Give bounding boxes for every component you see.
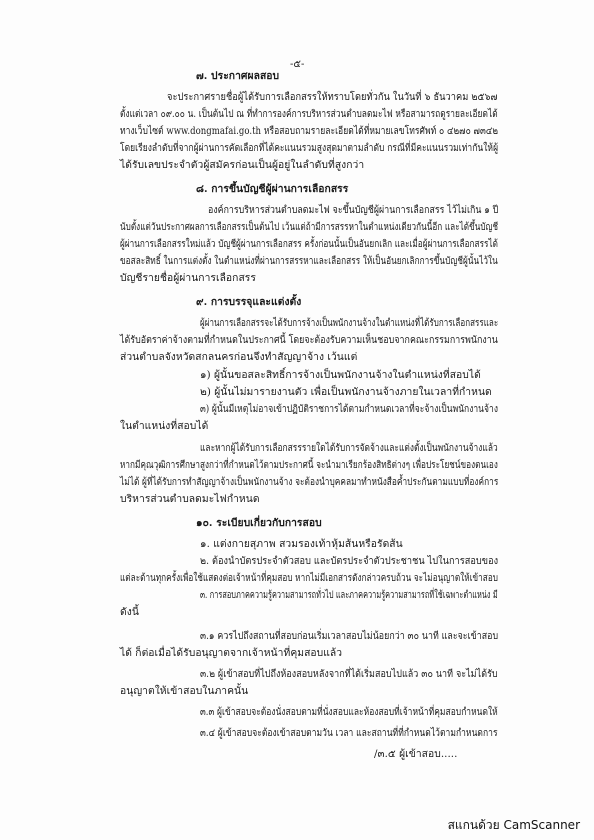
section-8-heading: ๘. การขึ้นบัญชีผู้ผ่านการเลือกสรร [196, 183, 349, 195]
section-9-line-7: ในตำแหน่งที่สอบได้ [120, 420, 209, 432]
camscanner-watermark: สแกนด้วย CamScanner [447, 818, 580, 832]
page-number: -๕- [290, 59, 305, 70]
section-8-line-3: ผู้ผ่านการเลือกสรรใหม่แล้ว บัญชีผู้ผ่านการเลือกสรร ครั้งก่อนนั้นเป็นอันยกเลิก และเมื่อผู้ผ่านการเลือกสรรได้ [120, 238, 498, 250]
section-10-line-1: ๑. แต่งกายสุภาพ สวมรองเท้าหุ้มส้นหรือรัดส้น [200, 538, 403, 550]
section-8-line-1: องค์การบริหารส่วนตำบลดมะไฟ จะขึ้นบัญชีผู้ผ่านการเลือกสรร ไว้ไม่เกิน ๑ ปี [208, 204, 499, 216]
section-7-line-1: จะประกาศรายชื่อผู้ได้รับการเลือกสรรให้ทราบโดยทั่วกัน ในวันที่ ๖ ธันวาคม ๒๕๖๗ [167, 91, 498, 103]
section-7-heading: ๗. ประกาศผลสอบ [196, 70, 280, 82]
section-10-line-9: อนุญาตให้เข้าสอบในภาคนั้น [120, 685, 249, 697]
section-10-line-2: ๒. ต้องนำบัตรประจำตัวสอบ และบัตรประจำตัวประชาชน ไปในการสอบของ [200, 555, 499, 567]
section-9-line-1: ผู้ผ่านการเลือกสรรจะได้รับการจ้างเป็นพนักงานจ้างในตำแหน่งที่ได้รับการเลือกสรรและ [200, 317, 499, 329]
section-9-line-9: หากมีคุณวุฒิการศึกษาสูงกว่าที่กำหนดไว้ตามประกาศนี้ จะนำมาเรียกร้องสิทธิต่างๆ เพื่อประโยชน์ของตนเอง [120, 459, 498, 471]
section-9-item-2: ๒) ผู้นั้นไม่มารายงานตัว เพื่อเป็นพนักงานจ้างภายในเวลาที่กำหนด [200, 386, 492, 398]
section-9-line-10: ไม่ได้ ผู้ที่ได้รับการทำสัญญาจ้างเป็นพนักงานจ้าง จะต้องนำบุคคลมาทำหนังสือค้ำประกันตามแบบที่องค์การ [120, 476, 499, 488]
section-10-heading: ๑๐. ระเบียบเกี่ยวกับการสอบ [196, 517, 322, 529]
section-9-line-2: ได้รับอัตราค่าจ้างตามที่กำหนดในประกาศนี้ โดยจะต้องรับความเห็นชอบจากคณะกรรมการพนักงาน [120, 334, 498, 346]
section-8-line-2: นับตั้งแต่วันประกาศผลการเลือกสรรเป็นต้นไป เว้นแต่ถ้ามีการสรรหาในตำแหน่งเดียวกันนี้อีก และได้ขึ้นบัญชี [120, 221, 499, 233]
section-7-line-3: ทางเว็บไซต์ www.dongmafai.go.th หรือสอบถามรายละเอียดได้ที่หมายเลขโทรศัพท์ ๐ ๔๒๗๐ ๗๓๔๒ [120, 125, 499, 137]
section-9-item-1: ๑) ผู้นั้นขอสละสิทธิ์การจ้างเป็นพนักงานจ้างในตำแหน่งที่สอบได้ [200, 369, 481, 381]
section-10-line-7: ได้ ก็ต่อเมื่อได้รับอนุญาตจากเจ้าหน้าที่คุมสอบแล้ว [120, 647, 343, 659]
section-9-line-8: และหากผู้ได้รับการเลือกสรรรายใดได้รับการจัดจ้างและแต่งตั้งเป็นพนักงานจ้างแล้ว [200, 442, 498, 454]
section-10-line-4: ๓. การสอบภาคความรู้ความสามารถทั่วไป และภาคความรู้ความสามารถที่ใช้เฉพาะตำแหน่ง มี [200, 589, 498, 601]
section-10-line-8: ๓.๒ ผู้เข้าสอบที่ไปถึงห้องสอบหลังจากที่ได้เริ่มสอบไปแล้ว ๓๐ นาที จะไม่ได้รับ [200, 668, 498, 680]
section-9-line-3: ส่วนตำบลจังหวัดสกลนครก่อนจึงทำสัญญาจ้าง เว้นแต่ [120, 351, 358, 363]
section-8-line-5: บัญชีรายชื่อผู้ผ่านการเลือกสรร [120, 272, 256, 284]
section-10-line-3: แต่ละด้านทุกครั้งเพื่อใช้แสดงต่อเจ้าหน้าที่คุมสอบ หากไม่มีเอกสารดังกล่าวครบถ้วน จะไม่อนุญาตให้เข้าสอบ [120, 572, 499, 584]
section-7-line-5: ได้รับเลขประจำตัวผู้สมัครก่อนเป็นผู้อยู่ในลำดับที่สูงกว่า [120, 159, 365, 171]
section-10-line-10: ๓.๓ ผู้เข้าสอบจะต้องนั่งสอบตามที่นั่งสอบและห้องสอบที่เจ้าหน้าที่คุมสอบกำหนดให้ [200, 706, 498, 718]
section-10-line-11: ๓.๔ ผู้เข้าสอบจะต้องเข้าสอบตามวัน เวลา และสถานที่ที่กำหนดไว้ตามกำหนดการ [200, 727, 498, 739]
section-8-line-4: ขอสละสิทธิ์ ในการแต่งตั้ง ในตำแหน่งที่ผ่านการสรรหาและเลือกสรร ให้เป็นอันยกเลิกการขึ้นบัญชีผู้นั้นไว้ใน [120, 255, 498, 267]
continuation-note: /๓.๕ ผู้เข้าสอบ..... [374, 748, 458, 760]
section-7-line-2: ตั้งแต่เวลา ๐๙.๐๐ น. เป็นต้นไป ณ ที่ทำการองค์การบริหารส่วนตำบลดมะไฟ หรือสามารถดูรายละเอียดได้ [120, 108, 498, 120]
section-7-line-4: โดยเรียงลำดับที่จากผู้ผ่านการคัดเลือกที่ได้คะแนนรวมสูงสุดมาตามลำดับ กรณีที่มีคะแนนรวมเท่ากันให้ผู้ [120, 142, 499, 154]
section-9-item-3: ๓) ผู้นั้นมีเหตุไม่อาจเข้าปฏิบัติราชการได้ตามกำหนดเวลาที่จะจ้างเป็นพนักงานจ้าง [200, 403, 499, 415]
section-10-line-6: ๓.๑ ควรไปถึงสถานที่สอบก่อนเริ่มเวลาสอบไม่น้อยกว่า ๓๐ นาที และจะเข้าสอบ [200, 630, 499, 642]
section-9-line-11: บริหารส่วนตำบลดมะไฟกำหนด [120, 493, 260, 505]
section-9-heading: ๙. การบรรจุและแต่งตั้ง [196, 296, 302, 308]
section-10-line-5: ดังนี้ [120, 606, 139, 618]
